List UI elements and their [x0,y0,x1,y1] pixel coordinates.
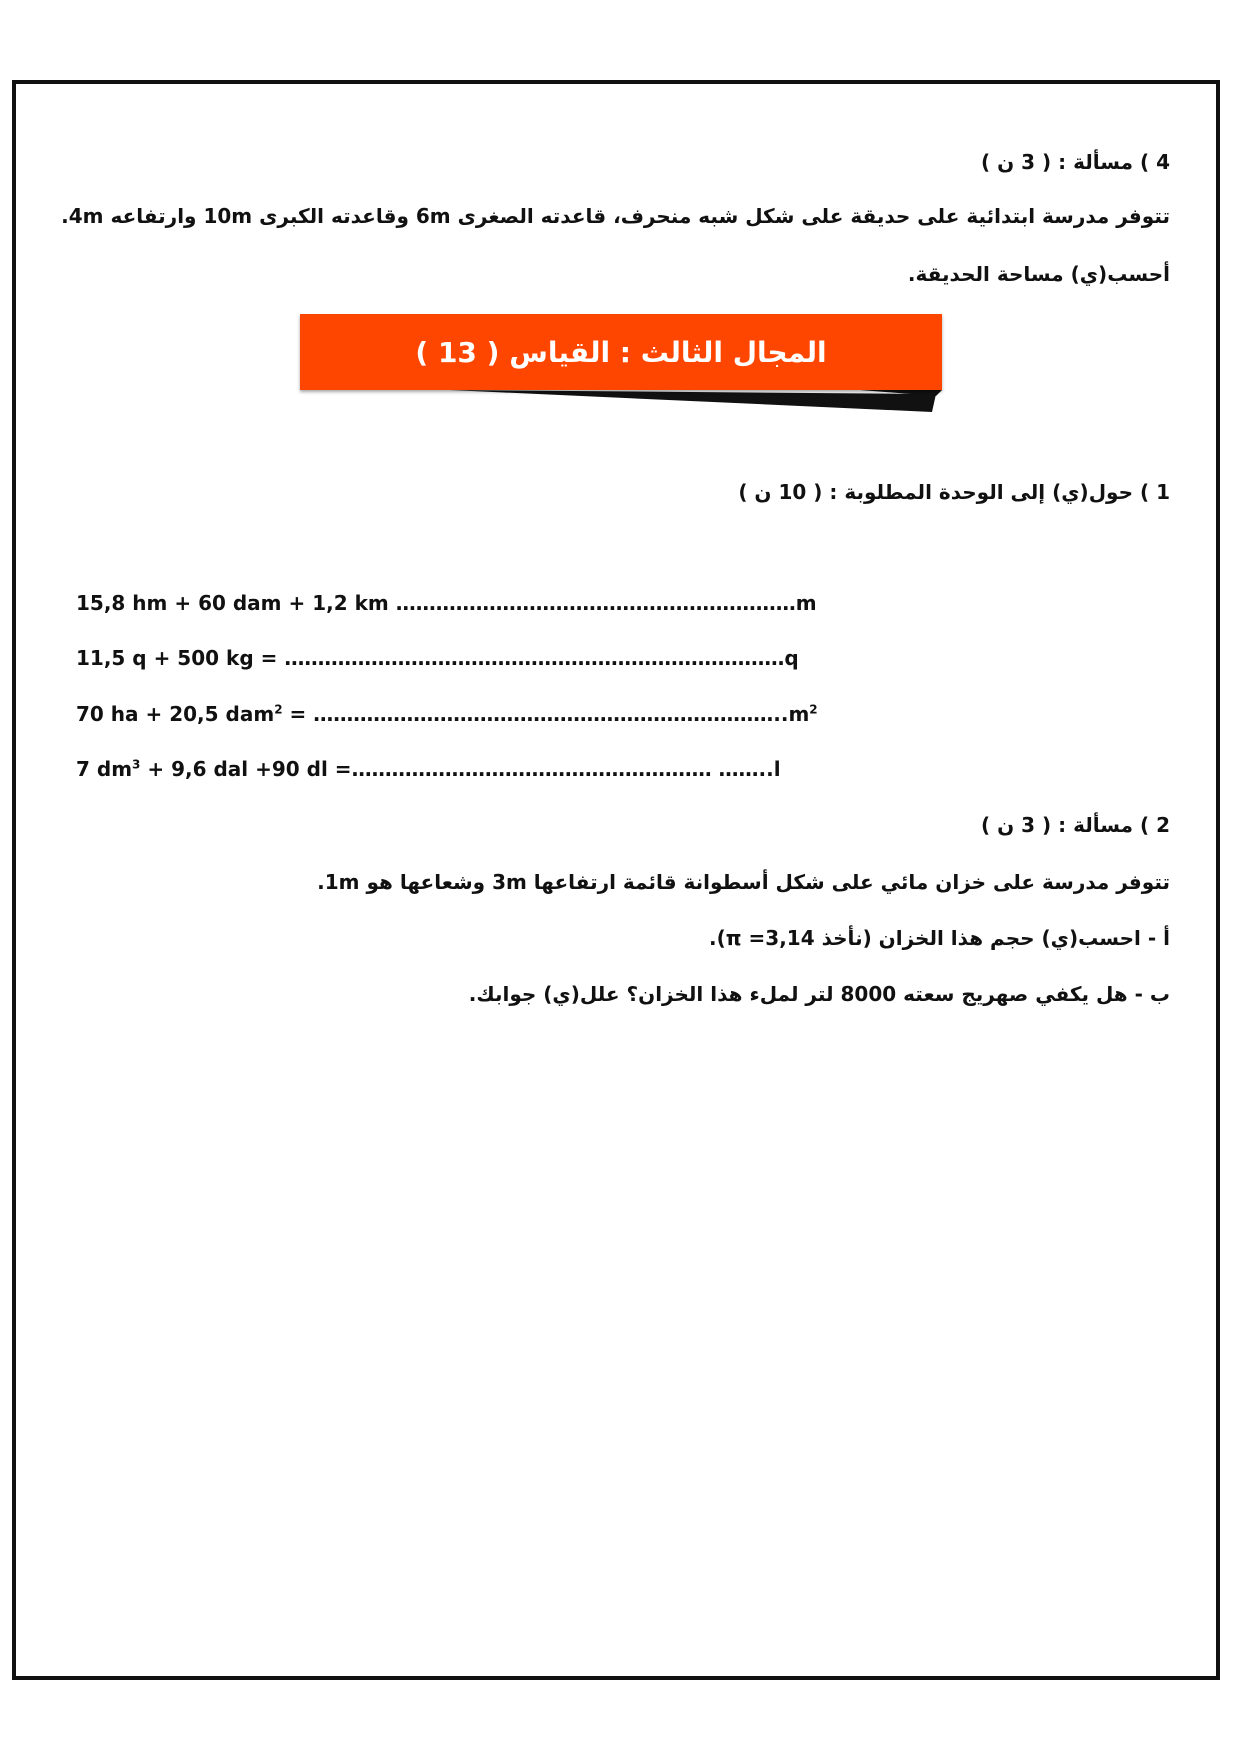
answer-dots[interactable]: ………………………………………………………………… [284,646,785,670]
conversion-expression: 7 dm [76,757,133,781]
conversion-expression: 70 ha + 20,5 dam [76,702,275,726]
exercise-1-heading: 1 ) حول(ي) إلى الوحدة المطلوبة : ( 10 ن ) [738,480,1170,504]
conversion-line-4 [76,757,781,781]
section-banner [300,314,948,412]
banner-title: المجال الثالث : القياس ( 13 ) [415,335,827,369]
conversion-expression-rest: = [282,702,314,726]
problem-2-part-b: ب - هل يكفي صهريج سعته 8000 لتر لملء هذا الخزان؟ علل(ي) جوابك. [468,982,1170,1006]
conversion-expression: 15,8 hm + 60 dam + 1,2 km [76,591,396,615]
answer-dots[interactable]: …………………………………………………………….. [313,702,789,726]
unit-exponent: 2 [809,702,818,717]
exponent: 2 [274,702,283,717]
target-unit: m [788,702,810,726]
problem-4-statement: تتوفر مدرسة ابتدائية على حديقة على شكل شبه منحرف، قاعدته الصغرى 6m وقاعدته الكبرى 10m وارتفاعه 4m. [61,204,1170,228]
problem-2-heading: 2 ) مسألة : ( 3 ن ) [981,813,1170,837]
target-unit: q [784,646,799,670]
banner-box [300,314,942,390]
exponent: 3 [132,757,141,772]
answer-dots[interactable]: ……………………………………………… …….. [351,757,774,781]
problem-2-part-a: أ - احسب(ي) حجم هذا الخزان (نأخذ π =3,14). [708,926,1170,950]
conversion-expression: 11,5 q + 500 kg = [76,646,285,670]
target-unit: l [773,757,781,781]
problem-4-heading: 4 ) مسألة : ( 3 ن ) [981,150,1170,174]
conversion-line-1 [76,591,817,615]
conversion-line-2 [76,646,799,670]
problem-2-statement: تتوفر مدرسة على خزان مائي على شكل أسطوانة قائمة ارتفاعها 3m وشعاعها هو 1m. [317,870,1170,894]
conversion-expression-rest: + 9,6 dal +90 dl = [140,757,352,781]
problem-4-task: أحسب(ي) مساحة الحديقة. [907,262,1170,286]
answer-dots[interactable]: …………………………………………………… [395,591,796,615]
conversion-line-3 [76,702,818,726]
target-unit: m [795,591,817,615]
